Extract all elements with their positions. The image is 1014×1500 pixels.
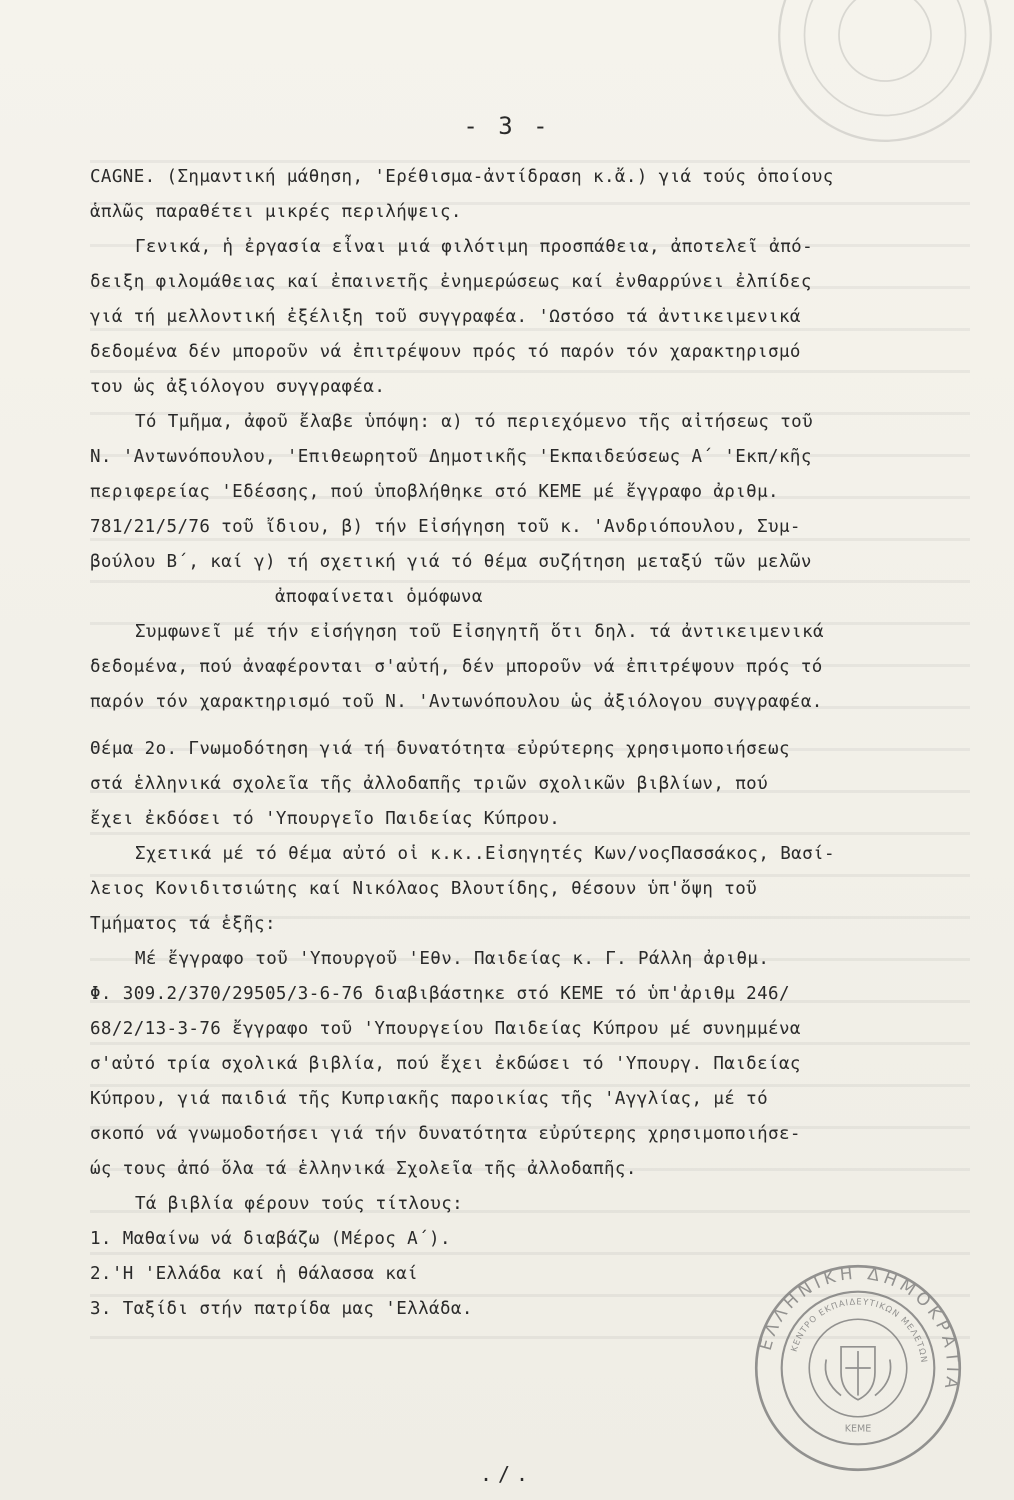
text-line: 781/21/5/76 τοῦ ἴδιου, β) τήν Εἰσήγηση τοῦ κ. 'Ανδριόπουλου, Συμ- [90, 517, 801, 537]
text-line: δειξη φιλομάθειας καί ἐπαινετῆς ἐνημερώσεως καί ἐνθαρρύνει ἐλπίδες [90, 272, 812, 292]
text-line: Σχετικά μέ τό θέμα αὐτό οἱ κ.κ..Εἰσηγητές Κων/νοςΠασσάκος, Βασί- [135, 844, 835, 864]
text-line: βούλου Β΄, καί γ) τή σχετική γιά τό θέμα συζήτηση μεταξύ τῶν μελῶν [90, 552, 812, 572]
text-line: σκοπό νά γνωμοδοτήσει γιά τήν δυνατότητα εὐρύτερης χρησιμοποιήσε- [90, 1124, 801, 1144]
text-line: του ὡς ἀξιόλογου συγγραφέα. [90, 377, 386, 397]
text-line: λειος Κονιδιτσιώτης καί Νικόλαος Βλουτίδης, θέσουν ὑπ'ὄψη τοῦ [90, 879, 758, 899]
text-line: ἁπλῶς παραθέτει μικρές περιλήψεις. [90, 202, 462, 222]
text-line: Φ. 309.2/370/29505/3-6-76 διαβιβάστηκε στό ΚΕΜΕ τό ὑπ'ἀριθμ 246/ [90, 984, 790, 1004]
text-line: περιφερείας 'Εδέσσης, πού ὑποβλήθηκε στό ΚΕΜΕ μέ ἔγγραφο ἀριθμ. [90, 482, 779, 502]
official-seal-stamp [752, 1262, 964, 1474]
text-line: Κύπρου, γιά παιδιά τῆς Κυπριακῆς παροικίας τῆς 'Αγγλίας, μέ τό [90, 1089, 769, 1109]
text-line: γιά τή μελλοντική ἐξέλιξη τοῦ συγγραφέα. 'Ωστόσο τά ἀντικειμενικά [90, 307, 801, 327]
body-text [90, 160, 980, 1327]
seal-bottom-text: ΚΕΜΕ [844, 1423, 872, 1435]
section-heading: Θέμα 2ο. Γνωμοδότηση γιά τή δυνατότητα εὐρύτερης χρησιμοποιήσεως [90, 739, 790, 759]
text-line: Γενικά, ἡ ἐργασία εἶναι μιά φιλότιμη προσπάθεια, ἀποτελεῖ ἀπό- [135, 237, 814, 257]
text-line: Τό Τμῆμα, ἀφοῦ ἔλαβε ὑπόψη: α) τό περιεχόμενο τῆς αἰτήσεως τοῦ [135, 412, 814, 432]
text-line: σ'αὐτό τρία σχολικά βιβλία, πού ἔχει ἐκδώσει τό 'Υπουργ. Παιδείας [90, 1054, 801, 1074]
text-line: 68/2/13-3-76 ἔγγραφο τοῦ 'Υπουργείου Παιδείας Κύπρου μέ συνημμένα [90, 1019, 801, 1039]
text-line: ἀποφαίνεται ὁμόφωνα [275, 587, 483, 607]
text-line: Ν. 'Αντωνόπουλου, 'Επιθεωρητοῦ Δημοτικῆς 'Εκπαιδεύσεως Α΄ 'Εκπ/κῆς [90, 447, 812, 467]
seal-outer-text: ΕΛΛΗΝΙΚΗ ΔΗΜΟΚΡΑΤΙΑ [754, 1262, 964, 1395]
continuation-mark: ./. [479, 1462, 535, 1486]
list-item: 1. Μαθαίνω νά διαβάζω (Μέρος Α΄). [90, 1229, 451, 1249]
text-line: δεδομένα, πού ἀναφέρονται σ'αὐτή, δέν μποροῦν νά ἐπιτρέψουν πρός τό [90, 657, 823, 677]
text-line: Μέ ἔγγραφο τοῦ 'Υπουργοῦ 'Εθν. Παιδείας κ. Γ. Ράλλη ἀριθμ. [135, 949, 770, 969]
coat-of-arms-icon [825, 1347, 890, 1400]
seal-inner-text: ΚΕΝΤΡΟ ΕΚΠΑΙΔΕΥΤΙΚΩΝ ΜΕΛΕΤΩΝ [788, 1296, 930, 1364]
text-line: Τμήματος τά ἑξῆς: [90, 914, 276, 934]
text-line: Τά βιβλία φέρουν τούς τίτλους: [135, 1194, 464, 1214]
text-line: παρόν τόν χαρακτηρισμό τοῦ Ν. 'Αντωνόπουλου ὡς ἀξιόλογου συγγραφέα. [90, 692, 823, 712]
list-item: 2.'Η 'Ελλάδα καί ἡ θάλασσα καί [90, 1264, 419, 1284]
text-line: ἔχει ἐκδόσει τό 'Υπουργεῖο Παιδείας Κύπρου. [90, 809, 561, 829]
svg-text:ΕΛΛΗΝΙΚΗ ΔΗΜΟΚΡΑΤΙΑ [755, 1263, 963, 1395]
text-line: δεδομένα δέν μποροῦν νά ἐπιτρέψουν πρός τό παρόν τόν χαρακτηρισμό [90, 342, 801, 362]
svg-text:ΚΕΝΤΡΟ ΕΚΠΑΙΔΕΥΤΙΚΩΝ ΜΕΛΕΤΩΝ [789, 1296, 930, 1364]
text-line: Συμφωνεῖ μέ τήν εἰσήγηση τοῦ Εἰσηγητῆ ὅτι δηλ. τά ἀντικειμενικά [135, 622, 824, 642]
text-line: στά ἑλληνικά σχολεῖα τῆς ἀλλοδαπῆς τριῶν σχολικῶν βιβλίων, πού [90, 774, 769, 794]
text-line: ώς τους ἀπό ὅλα τά ἑλληνικά Σχολεῖα τῆς ἀλλοδαπῆς. [90, 1159, 637, 1179]
page-number: - 3 - [463, 112, 551, 140]
list-item: 3. Ταξίδι στήν πατρίδα μας 'Ελλάδα. [90, 1299, 473, 1319]
text-line: CAGNE. (Σημαντική μάθηση, 'Ερέθισμα-ἀντίδραση κ.ἄ.) γιά τούς ὁποίους [90, 167, 834, 187]
